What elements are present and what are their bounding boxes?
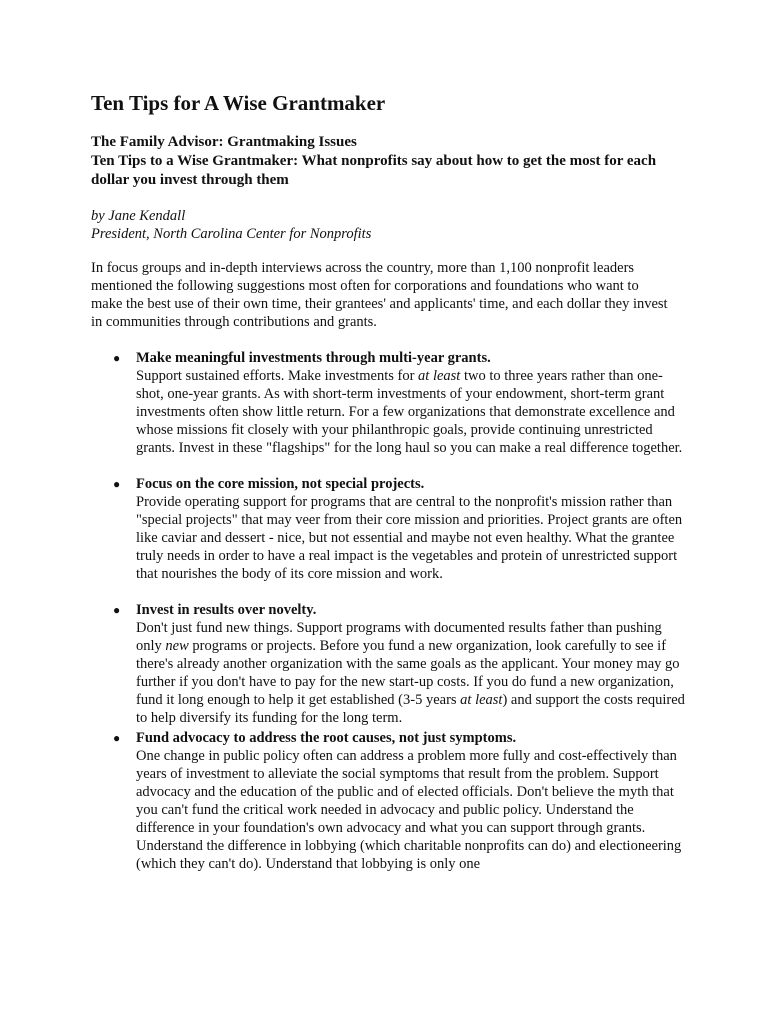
- tips-list: [91, 349, 691, 873]
- byline-role: President, North Carolina Center for Nonprofits: [91, 226, 372, 242]
- tip-body-text: Support sustained efforts. Make investments for: [136, 368, 419, 384]
- intro-paragraph: In focus groups and in-depth interviews across the country, more than 1,100 nonprofit leaders mentioned the following suggestions most often for corporations and foundations who want to make the best use of their own time, their grantees' and applicants' time, and each dollar they invest in communities through contributions and grants.: [91, 260, 668, 330]
- list-item: [91, 729, 686, 873]
- tip-heading: Invest in results over novelty.: [136, 602, 317, 618]
- tip-heading: Make meaningful investments through multi-year grants.: [136, 350, 491, 366]
- bullet-icon: ●: [113, 351, 121, 365]
- tip-body-text: two to three years rather than one-shot, one-year grants. As with short-term investments of your endowment, short-term grant investments often show little return. For a few organizations that demonstrate excellence and whose missions fit closely with your philanthropic goals, provide continuing unrestricted grants. Invest in these "flagships" for the long haul so you can make a real difference together.: [136, 368, 683, 456]
- subheading: [91, 133, 691, 190]
- tip-heading: Focus on the core mission, not special projects.: [136, 476, 425, 492]
- bullet-icon: ●: [113, 731, 121, 745]
- document-title: Ten Tips for A Wise Grantmaker: [91, 91, 386, 115]
- subheading-line-2: Ten Tips to a Wise Grantmaker: What nonprofits say about how to get the most for each dollar you invest through them: [91, 153, 657, 188]
- tip-body-emphasis: new: [165, 638, 189, 654]
- list-item: [91, 601, 686, 727]
- tip-body: [136, 368, 682, 456]
- list-item: [91, 349, 686, 457]
- tip-body-emphasis: at least: [418, 368, 461, 384]
- tip-body: Provide operating support for programs that are central to the nonprofit's mission rather than "special projects" that may veer from their core mission and priorities. Project grants are often like caviar and dessert - nice, but not essential and maybe not even healthy. What the grantee truly needs in order to have a real impact is the vegetables and protein of unrestricted support that nourishes the body of its core mission and work.: [136, 494, 683, 582]
- tip-heading: Fund advocacy to address the root causes, not just symptoms.: [136, 730, 517, 746]
- bullet-icon: ●: [113, 477, 121, 491]
- tip-body: One change in public policy often can address a problem more fully and cost-effectively than years of investment to alleviate the social symptoms that result from the problem. Support advocacy and the education of the public and of elected officials. Don't believe the myth that you can't fund the critical work needed in advocacy and public policy. Understand the difference in your foundation's own advocacy and what you can support through grants. Understand the difference in lobbying (which charitable nonprofits can do) and electioneering (which they can't do). Understand that lobbying is only one: [136, 748, 682, 872]
- tip-body-text: programs or projects. Before you fund a new organization, look carefully to see if there's already another organization with the same goals as the applicant. Your money may go further if you don't have to pay for the new start-up costs. If you do fund a new organization, fund it long enough to help it get established (3-5 years: [136, 638, 680, 708]
- tip-body-text: Don't just fund new things. Support programs with documented results father than pushing only: [136, 620, 662, 654]
- tip-body-text: ) and support the costs required to help diversify its funding for the long term.: [136, 692, 685, 726]
- bullet-icon: ●: [113, 603, 121, 617]
- byline: [91, 207, 691, 243]
- subheading-line-1: The Family Advisor: Grantmaking Issues: [91, 134, 357, 150]
- list-item: [91, 475, 686, 583]
- document-page: [91, 90, 691, 891]
- tip-body-emphasis: at least: [460, 692, 503, 708]
- byline-author: by Jane Kendall: [91, 208, 186, 224]
- tip-body: [136, 620, 685, 726]
